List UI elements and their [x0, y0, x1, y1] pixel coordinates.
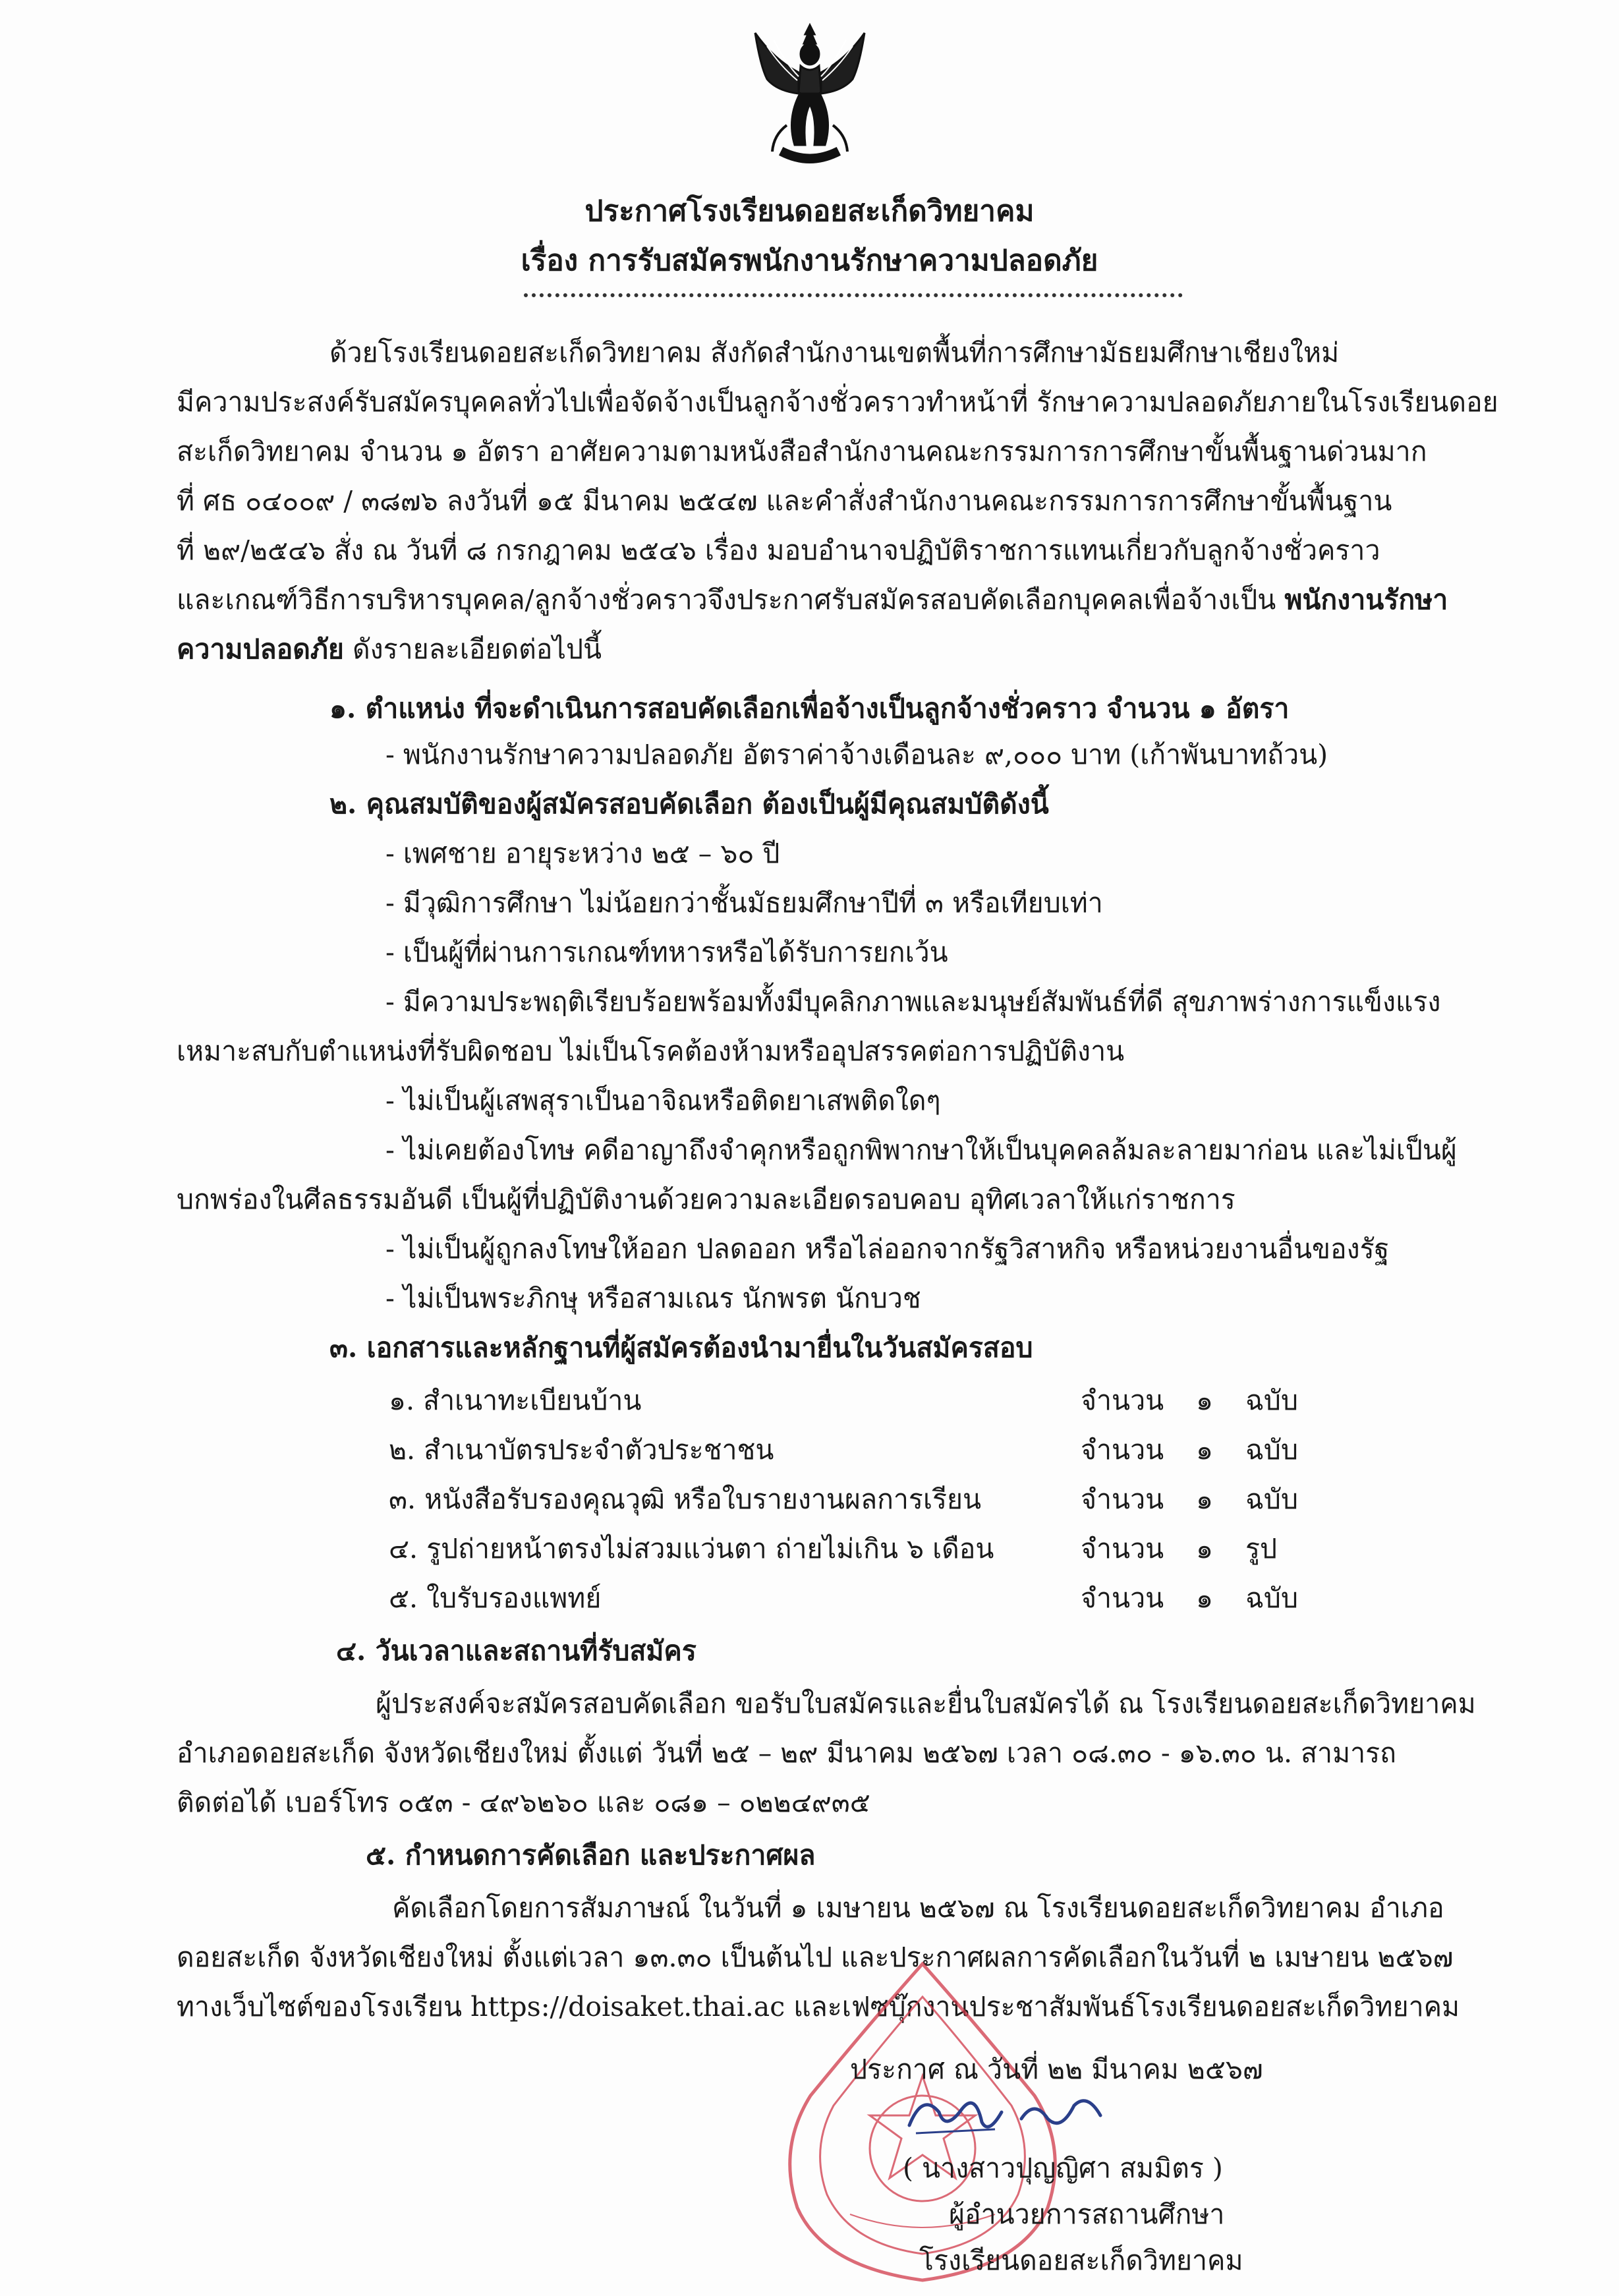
- section2-item-4b: เหมาะสบกับตำแหน่งที่รับผิดชอบ ไม่เป็นโรคต้องห้ามหรืออุปสรรคต่อการปฏิบัติงาน: [177, 1035, 1125, 1067]
- section4-line-2: อำเภอดอยสะเก็ด จังหวัดเชียงใหม่ ตั้งแต่ วันที่ ๒๕ – ๒๙ มีนาคม ๒๕๖๗ เวลา ๐๘.๓๐ - ๑๖.๓๐ น. สามารถ: [177, 1737, 1396, 1769]
- intro-line-6: [177, 580, 1448, 619]
- doc-qty: ๑: [1196, 1483, 1214, 1515]
- doc-qty-label: จำนวน: [1081, 1385, 1164, 1416]
- announcement-date: ประกาศ ณ วันที่ ๒๒ มีนาคม ๒๕๖๗: [850, 2053, 1263, 2085]
- doc-name: ๔. รูปถ่ายหน้าตรงไม่สวมแว่นตา ถ่ายไม่เกิน ๖ เดือน: [389, 1533, 994, 1564]
- section2-item-6b: บกพร่องในศีลธรรมอันดี เป็นผู้ที่ปฏิบัติงานด้วยความละเอียดรอบคอบ อุทิศเวลาให้แก่ราชการ: [177, 1184, 1236, 1215]
- intro-line-3: สะเก็ดวิทยาคม จำนวน ๑ อัตรา อาศัยความตามหนังสือสำนักงานคณะกรรมการการศึกษาขั้นพื้นฐานด่วนมาก: [177, 436, 1427, 467]
- doc-row: [389, 1578, 1522, 1618]
- signature-icon: [903, 2086, 1120, 2145]
- intro-position-bold-2: ความปลอดภัย: [177, 633, 344, 665]
- doc-unit: ฉบับ: [1245, 1582, 1298, 1614]
- section2-item-7: - ไม่เป็นผู้ถูกลงโทษให้ออก ปลดออก หรือไล่ออกจากรัฐวิสาหกิจ หรือหน่วยงานอื่นของรัฐ: [385, 1233, 1390, 1265]
- dotted-divider: [524, 293, 1183, 297]
- section2-item-1: - เพศชาย อายุระหว่าง ๒๕ – ๖๐ ปี: [385, 838, 780, 869]
- doc-unit: ฉบับ: [1245, 1385, 1298, 1416]
- doc-qty-label: จำนวน: [1081, 1533, 1164, 1564]
- announcement-title: ประกาศโรงเรียนดอยสะเก็ดวิทยาคม: [584, 194, 1035, 228]
- section1-item: - พนักงานรักษาความปลอดภัย อัตราค่าจ้างเดือนละ ๙,๐๐๐ บาท (เก้าพันบาทถ้วน): [385, 739, 1328, 770]
- doc-qty: ๑: [1196, 1434, 1214, 1466]
- section2-item-2: - มีวุฒิการศึกษา ไม่น้อยกว่าชั้นมัธยมศึกษาปีที่ ๓ หรือเทียบเท่า: [385, 887, 1103, 919]
- section1-heading: ๑. ตำแหน่ง ที่จะดำเนินการสอบคัดเลือกเพื่อจ้างเป็นลูกจ้างชั่วคราว จำนวน ๑ อัตรา: [329, 693, 1290, 724]
- section4-line-1: ผู้ประสงค์จะสมัครสอบคัดเลือก ขอรับใบสมัครและยื่นใบสมัครได้ ณ โรงเรียนดอยสะเก็ดวิทยาคม: [376, 1688, 1476, 1719]
- intro-line-7-rest: ดังรายละเอียดต่อไปนี้: [343, 633, 602, 665]
- section2-heading: ๒. คุณสมบัติของผู้สมัครสอบคัดเลือก ต้องเป็นผู้มีคุณสมบัติดังนี้: [329, 788, 1049, 820]
- intro-position-bold-1: พนักงานรักษา: [1284, 584, 1448, 616]
- intro-line-5: ที่ ๒๙/๒๕๔๖ สั่ง ณ วันที่ ๘ กรกฎาคม ๒๕๔๖ เรื่อง มอบอำนาจปฏิบัติราชการแทนเกี่ยวกับลูกจ้างชั่วคราว: [177, 534, 1380, 566]
- doc-row: [389, 1430, 1522, 1470]
- section5-line-1: คัดเลือกโดยการสัมภาษณ์ ในวันที่ ๑ เมษายน ๒๕๖๗ ณ โรงเรียนดอยสะเก็ดวิทยาคม อำเภอ: [392, 1892, 1444, 1924]
- section4-line-3: ติดต่อได้ เบอร์โทร ๐๕๓ - ๔๙๖๒๖๐ และ ๐๘๑ – ๐๒๒๔๙๓๕: [177, 1787, 870, 1818]
- section2-item-4a: - มีความประพฤติเรียบร้อยพร้อมทั้งมีบุคลิกภาพและมนุษย์สัมพันธ์ที่ดี สุขภาพร่างการแข็งแรง: [385, 986, 1441, 1018]
- doc-qty: ๑: [1196, 1385, 1214, 1416]
- section5-heading: ๕. กำหนดการคัดเลือก และประกาศผล: [366, 1839, 816, 1871]
- doc-qty-label: จำนวน: [1081, 1582, 1164, 1614]
- signer-organization: โรงเรียนดอยสะเก็ดวิทยาคม: [919, 2245, 1243, 2276]
- doc-row: [389, 1529, 1522, 1568]
- section5-line-2: ดอยสะเก็ด จังหวัดเชียงใหม่ ตั้งแต่เวลา ๑๓.๓๐ เป็นต้นไป และประกาศผลการคัดเลือกในวันที่ ๒ เมษายน ๒๕๖๗: [177, 1941, 1454, 1973]
- section2-item-6a: - ไม่เคยต้องโทษ คดีอาญาถึงจำคุกหรือถูกพิพากษาให้เป็นบุคคลล้มละลายมาก่อน และไม่เป็นผู้: [385, 1134, 1457, 1166]
- section2-item-3: - เป็นผู้ที่ผ่านการเกณฑ์ทหารหรือได้รับการยกเว้น: [385, 936, 948, 968]
- doc-unit: ฉบับ: [1245, 1483, 1298, 1515]
- intro-line-1: ด้วยโรงเรียนดอยสะเก็ดวิทยาคม สังกัดสำนักงานเขตพื้นที่การศึกษามัธยมศึกษาเชียงใหม่: [329, 337, 1340, 368]
- doc-unit: รูป: [1245, 1533, 1278, 1564]
- announcement-subject: เรื่อง การรับสมัครพนักงานรักษาความปลอดภัย: [521, 244, 1098, 277]
- intro-line-2: มีความประสงค์รับสมัครบุคคลทั่วไปเพื่อจัดจ้างเป็นลูกจ้างชั่วคราวทำหน้าที่ รักษาความปลอดภัยภายในโรงเรียนดอย: [177, 386, 1498, 418]
- section5-line-3: ทางเว็บไซต์ของโรงเรียน https://doisaket.thai.ac และเฟซบุ๊กงานประชาสัมพันธ์โรงเรียนดอยสะเก็ดวิทยาคม: [177, 1991, 1460, 2023]
- intro-line-4: ที่ ศธ ๐๔๐๐๙ / ๓๘๗๖ ลงวันที่ ๑๕ มีนาคม ๒๕๔๗ และคำสั่งสำนักงานคณะกรรมการการศึกษาขั้นพื้นฐาน: [177, 485, 1392, 517]
- doc-row: [389, 1479, 1522, 1519]
- doc-qty-label: จำนวน: [1081, 1483, 1164, 1515]
- intro-line-6-text: และเกณฑ์วิธีการบริหารบุคคล/ลูกจ้างชั่วคราวจึงประกาศรับสมัครสอบคัดเลือกบุคคลเพื่อจ้างเป็น: [177, 584, 1276, 616]
- section2-item-8: - ไม่เป็นพระภิกษุ หรือสามเณร นักพรต นักบวช: [385, 1282, 921, 1314]
- doc-row: [389, 1381, 1522, 1420]
- doc-name: ๒. สำเนาบัตรประจำตัวประชาชน: [389, 1434, 774, 1466]
- section2-item-5: - ไม่เป็นผู้เสพสุราเป็นอาจิณหรือติดยาเสพติดใดๆ: [385, 1085, 941, 1116]
- doc-qty: ๑: [1196, 1533, 1214, 1564]
- doc-unit: ฉบับ: [1245, 1434, 1298, 1466]
- garuda-emblem-icon: [747, 20, 872, 178]
- doc-name: ๑. สำเนาทะเบียนบ้าน: [389, 1385, 642, 1416]
- intro-line-7: [177, 629, 602, 669]
- doc-name: ๓. หนังสือรับรองคุณวุฒิ หรือใบรายงานผลการเรียน: [389, 1483, 982, 1515]
- doc-qty-label: จำนวน: [1081, 1434, 1164, 1466]
- signer-name: ( นางสาวปุญญิศา สมมิตร ): [903, 2152, 1223, 2184]
- signer-title: ผู้อำนวยการสถานศึกษา: [949, 2198, 1225, 2230]
- doc-name: ๕. ใบรับรองแพทย์: [389, 1582, 602, 1614]
- section4-heading: ๔. วันเวลาและสถานที่รับสมัคร: [336, 1635, 696, 1667]
- doc-qty: ๑: [1196, 1582, 1214, 1614]
- section3-heading: ๓. เอกสารและหลักฐานที่ผู้สมัครต้องนำมายื่นในวันสมัครสอบ: [329, 1332, 1033, 1363]
